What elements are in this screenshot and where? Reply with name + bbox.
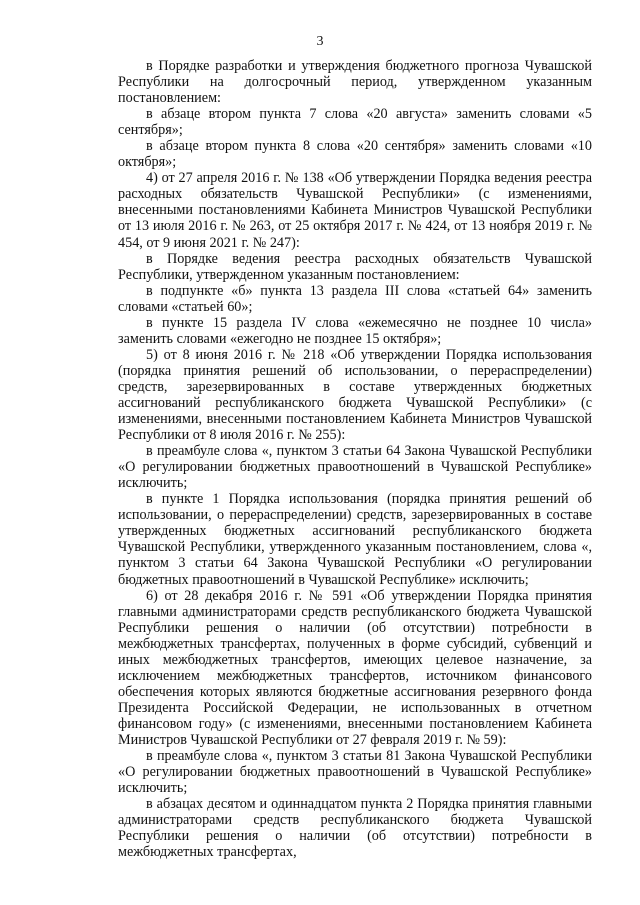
paragraph: в Порядке ведения реестра расходных обязательств Чувашской Республики, утвержденном указанным постановлением: — [118, 250, 592, 283]
paragraph: в пункте 1 Порядка использования (порядка принятия решений об использовании, о перераспределении) средств, зарезервированных в составе утвержденных бюджетных ассигнований республиканского бюджета Чувашской Республики, утвержденного указанным постановлением, слова «, пунктом 3 статьи 64 Закона Чувашской Республики «О регулировании бюджетных правоотношений в Чувашской Республике» исключить; — [118, 491, 592, 588]
paragraph: в пункте 15 раздела IV слова «ежемесячно не позднее 10 числа» заменить словами «ежегодно не позднее 15 октября»; — [118, 314, 592, 347]
paragraph: в абзаце втором пункта 8 слова «20 сентября» заменить словами «10 октября»; — [118, 138, 592, 171]
paragraph: в подпункте «б» пункта 13 раздела III слова «статьей 64» заменить словами «статьей 60»; — [118, 282, 592, 315]
paragraph: в абзаце втором пункта 7 слова «20 августа» заменить словами «5 сентября»; — [118, 106, 592, 139]
paragraph: в преамбуле слова «, пунктом 3 статьи 81 Закона Чувашской Республики «О регулировании бюджетных правоотношений в Чувашской Республике» исключить; — [118, 748, 592, 797]
paragraph: в преамбуле слова «, пунктом 3 статьи 64 Закона Чувашской Республики «О регулировании бюджетных правоотношений в Чувашской Республике» исключить; — [118, 443, 592, 492]
paragraph: 6) от 28 декабря 2016 г. № 591 «Об утверждении Порядка принятия главными администраторами средств республиканского бюджета Чувашской Республики решения о наличии (об отсутствии) потребности в межбюджетных трансфертах, полученных в форме субсидий, субвенций и иных межбюджетных трансфертов, имеющих целевое назначение, за исключением межбюджетных трансфертов, источником финансового обеспечения которых являются бюджетные ассигнования резервного фонда Президента Российской Федерации, не использованных в отчетном финансовом году» (с изменениями, внесенными постановлением Кабинета Министров Чувашской Республики от 27 февраля 2019 г. № 59): — [118, 587, 592, 748]
page-number: 3 — [316, 34, 324, 49]
paragraph: 5) от 8 июня 2016 г. № 218 «Об утверждении Порядка использования (порядка принятия решений об использовании, о перераспределении) средств, зарезервированных в составе утвержденных бюджетных ассигнований республиканского бюджета Чувашской Республики» (с изменениями, внесенными постановлением Кабинета Министров Чувашской Республики от 8 июля 2016 г. № 255): — [118, 346, 592, 444]
paragraph: в Порядке разработки и утверждения бюджетного прогноза Чувашской Республики на долгосрочный период, утвержденном указанным постановлением: — [118, 58, 592, 107]
document-body — [118, 58, 592, 860]
paragraph: в абзацах десятом и одиннадцатом пункта 2 Порядка принятия главными администраторами средств республиканского бюджета Чувашской Республики решения о наличии (об отсутствии) потребности в межбюджетных трансфертах, — [118, 796, 592, 861]
paragraph: 4) от 27 апреля 2016 г. № 138 «Об утверждении Порядка ведения реестра расходных обязательств Чувашской Республики» (с изменениями, внесенными постановлениями Кабинета Министров Чувашской Республики от 13 июля 2016 г. № 263, от 25 октября 2017 г. № 424, от 13 ноября 2019 г. № 454, от 9 июня 2021 г. № 247): — [118, 170, 592, 251]
